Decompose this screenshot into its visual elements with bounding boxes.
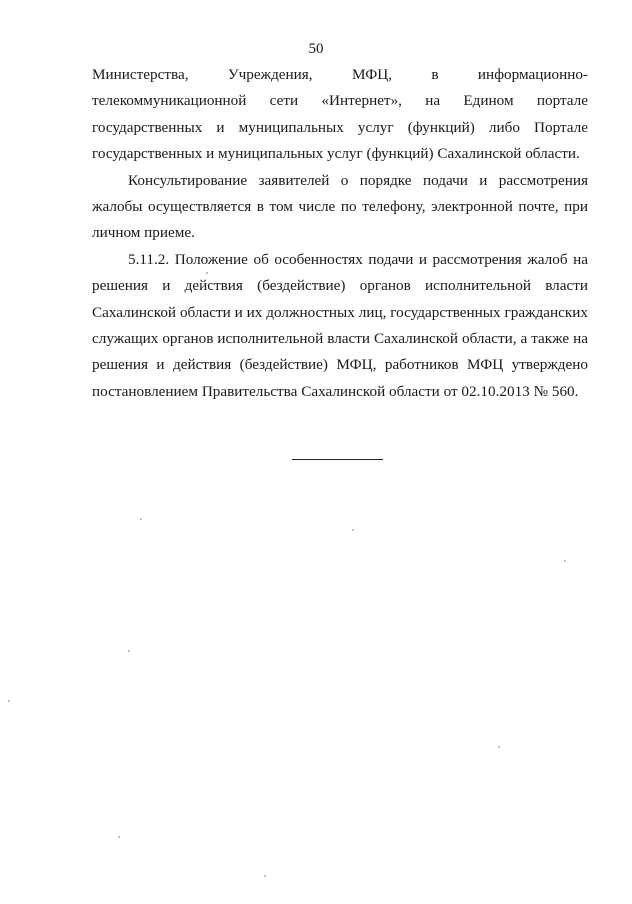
- paragraph-clause-5-11-2: 5.11.2. Положение об особенностях подачи и рассмотрения жалоб на решения и действия (бездействие) органов исполнительной власти Сахалинской области и их должностных лиц, государственных гражданских служащих органов исполнительной власти Сахалинской области, а также на решения и действия (бездействие) МФЦ, работников МФЦ утверждено постановлением Правительства Сахалинской области от 02.10.2013 № 560.: [92, 250, 588, 400]
- scan-speck: [118, 836, 120, 838]
- scan-speck: [564, 560, 566, 562]
- scan-speck: [128, 650, 130, 652]
- scan-speck: [498, 746, 500, 748]
- paragraph-consultation: Консультирование заявителей о порядке подачи и рассмотрения жалобы осуществляется в том числе по телефону, электронной почте, при личном приеме.: [92, 171, 588, 242]
- page-number: 50: [308, 41, 324, 57]
- end-separator-line: [292, 459, 383, 460]
- document-body: [92, 62, 588, 405]
- scan-speck: [8, 700, 10, 702]
- scan-speck: [206, 272, 208, 274]
- scan-speck: [352, 529, 354, 531]
- scan-speck: [264, 875, 266, 877]
- paragraph-continuation: Министерства, Учреждения, МФЦ, в информационно-телекоммуникационной сети «Интернет», на Едином портале государственных и муниципальных услуг (функций) либо Портале государственных и муниципальных услуг (функций) Сахалинской области.: [92, 66, 588, 163]
- scan-speck: [140, 518, 142, 520]
